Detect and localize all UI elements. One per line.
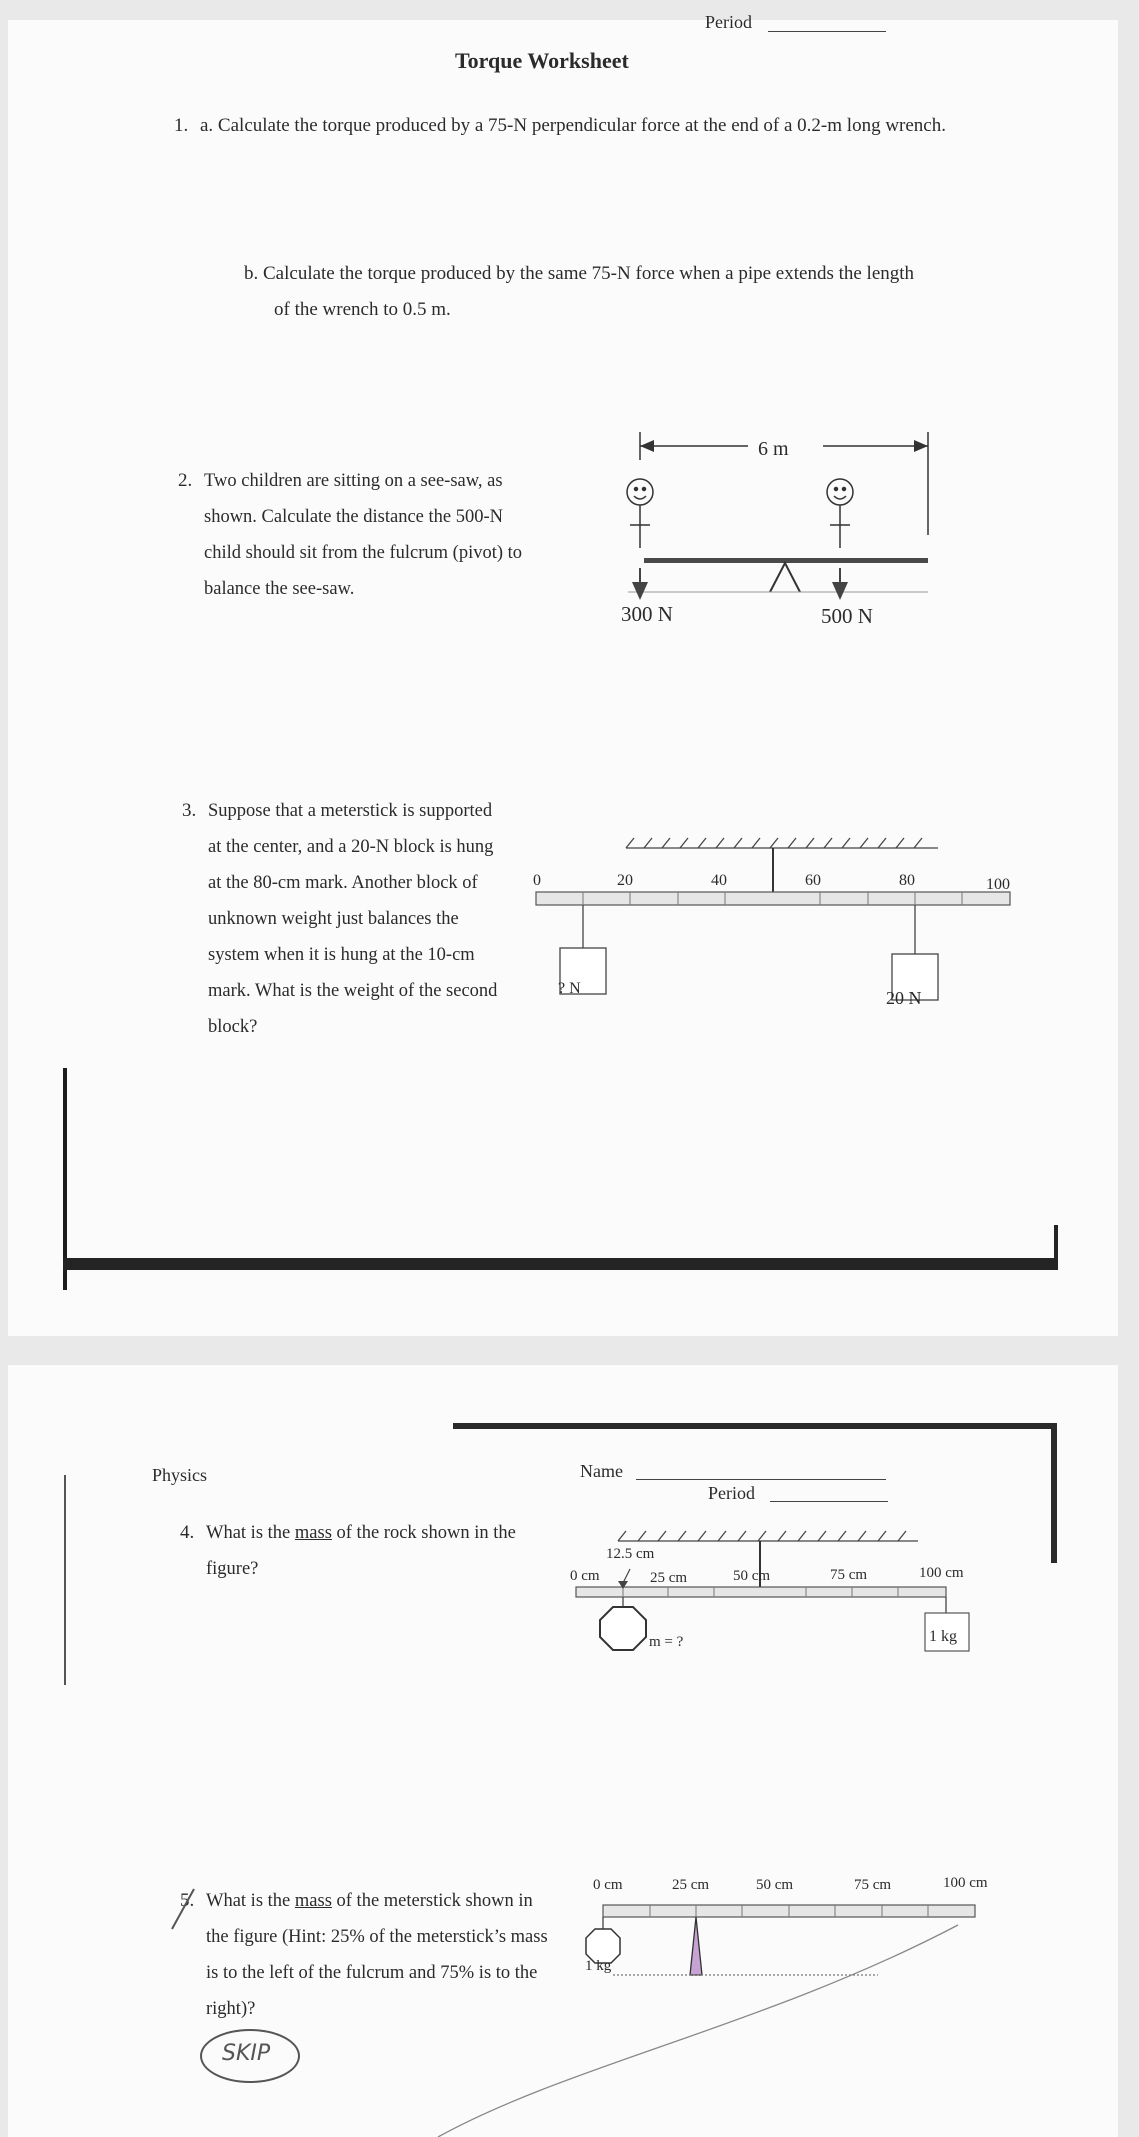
seesaw-board — [644, 558, 928, 563]
q4-tick-50: 50 cm — [733, 1568, 771, 1584]
seesaw-right-force: 500 N — [821, 604, 873, 628]
question-1b-text: b. Calculate the torque produced by the same 75-N force when a pipe extends the length of the wrench to 0.5 m. — [244, 263, 915, 320]
seesaw-left-force: 300 N — [621, 602, 673, 626]
question-1a — [174, 108, 964, 144]
known-mass-label-q4: 1 kg — [929, 1628, 957, 1645]
meterstick-bar — [536, 892, 1010, 905]
known-mass-label-q5: 1 kg — [585, 1958, 612, 1974]
q5-tick-25: 25 cm — [672, 1877, 710, 1893]
worksheet-title: Torque Worksheet — [455, 48, 629, 73]
right-weight-label: 20 N — [886, 988, 922, 1008]
tick-80: 80 — [899, 872, 915, 889]
seesaw-distance-label: 6 m — [754, 438, 793, 461]
question-1b — [244, 256, 934, 328]
period-label: Period — [705, 12, 752, 32]
period-label-2: Period — [708, 1483, 755, 1503]
q4-tick-0: 0 cm — [570, 1568, 600, 1584]
tick-0: 0 — [533, 872, 541, 889]
meterstick-diagram-q3 — [528, 830, 1028, 1030]
question-1a-text: a. Calculate the torque produced by a 75-N perpendicular force at the end of a 0.2-m long wrench. — [200, 115, 946, 136]
fulcrum — [770, 563, 800, 592]
offset-label: 12.5 cm — [606, 1546, 655, 1562]
question-2-number: 2. — [178, 470, 193, 491]
unknown-mass-label: m = ? — [649, 1634, 684, 1650]
tick-60: 60 — [805, 872, 821, 889]
question-4-number: 4. — [180, 1522, 195, 1543]
q4-text-mass: mass — [294, 1523, 332, 1543]
skip-note: SKIP — [222, 2041, 271, 2066]
force-arrow-right — [832, 582, 848, 600]
q4-tick-75: 75 cm — [830, 1567, 868, 1583]
question-3 — [182, 793, 512, 1045]
photo-edge-left — [63, 1068, 67, 1290]
q4-tick-100: 100 cm — [919, 1565, 964, 1581]
q5-tick-0: 0 cm — [593, 1877, 623, 1893]
q5-tick-50: 50 cm — [756, 1877, 794, 1893]
left-weight-label: ? N — [558, 980, 581, 997]
q4-tick-25: 25 cm — [650, 1570, 688, 1586]
worksheet-page-2 — [8, 1365, 1118, 2137]
question-3-number: 3. — [182, 800, 197, 821]
worksheet-page-1 — [8, 12, 1118, 1336]
tick-100: 100 — [986, 876, 1010, 893]
name-label: Name — [580, 1461, 623, 1481]
question-1-number: 1. — [174, 115, 189, 136]
question-2-text: Two children are sitting on a see-saw, as shown. Calculate the distance the 500-N child should sit from the fulcrum (pivot) to balance the see-saw. — [204, 471, 523, 599]
force-arrow-left — [632, 582, 648, 600]
q5-text-before: What is the — [206, 1891, 295, 1911]
tick-20: 20 — [617, 872, 633, 889]
q5-text-after: of the meterstick shown in the figure (Hint: 25% of the meterstick’s mass is to the left of the fulcrum and 75% is to the right)? — [206, 1891, 548, 2019]
question-2 — [178, 463, 578, 607]
child-right-figure — [827, 479, 853, 548]
q5-tick-75: 75 cm — [854, 1877, 892, 1893]
question-5-number: 5. — [180, 1890, 195, 1911]
period-blank-line — [768, 31, 886, 32]
subject-label: Physics — [152, 1465, 208, 1485]
stray-pencil-line — [8, 1365, 1118, 2137]
q4-text-before: What is the — [206, 1523, 295, 1543]
q4-text-after: of the rock shown in the figure? — [206, 1523, 516, 1579]
photo-edge-bottom — [63, 1258, 1058, 1270]
question-3-text: Suppose that a meterstick is supported at the center, and a 20-N block is hung at the 80-cm mark. Another block of unknown weight just balances the system when it is hung at the 10-cm mark. What is the weight of the second block? — [208, 801, 498, 1037]
tick-40: 40 — [711, 872, 727, 889]
photo-edge-right — [1054, 1225, 1058, 1270]
q5-text-mass: mass — [294, 1891, 332, 1911]
child-left-figure — [627, 479, 653, 548]
q5-tick-100: 100 cm — [943, 1875, 988, 1891]
